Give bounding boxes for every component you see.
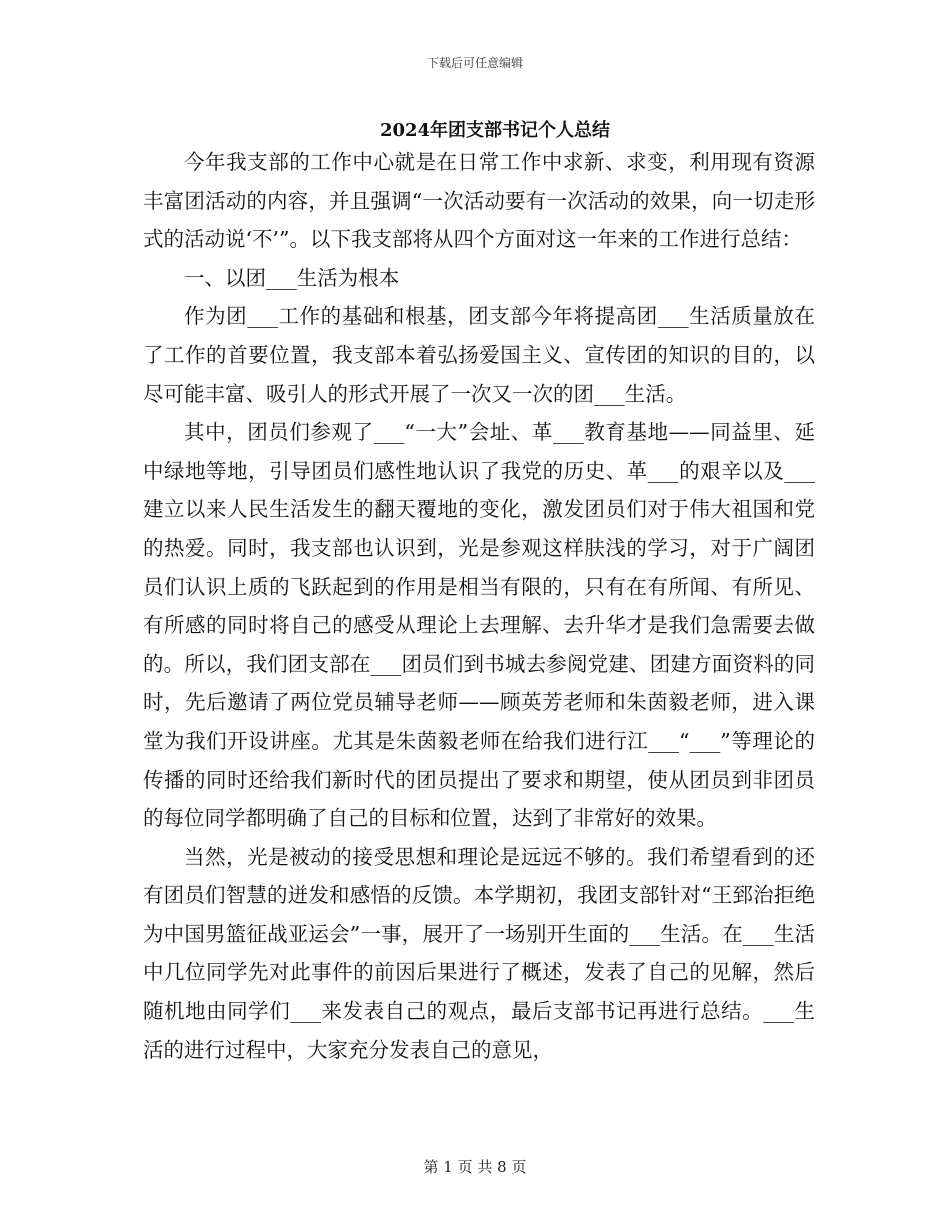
- header-note: 下载后可任意编辑: [426, 56, 523, 70]
- paragraph-intro: 今年我支部的工作中心就是在日常工作中求新、求变，利用现有资源丰富团活动的内容，并且强调“一次活动要有一次活动的效果，向一切走形式的活动说‘不’”。以下我支部将从四个方面对这一年来的工作进行总结：: [143, 150, 815, 252]
- document-title: 2024年团支部书记个人总结: [379, 120, 611, 141]
- document-body: [143, 143, 815, 1069]
- page-footer: 第 1 页 共 8 页: [423, 1158, 527, 1176]
- paragraph-4: 当然，光是被动的接受思想和理论是远远不够的。我们希望看到的还有团员们智慧的迸发和感悟的反馈。本学期初，我团支部针对“王郅治拒绝为中国男篮征战亚运会”一事，展开了一场别开生面的___生活。在___生活中几位同学先对此事件的前因后果进行了概述，发表了自己的见解，然后随机地由同学们___来发表自己的观点，最后支部书记再进行总结。___生活的进行过程中，大家充分发表自己的意见，: [143, 844, 815, 1062]
- paragraph-3: 其中，团员们参观了___“一大”会址、革___教育基地——同益里、延中绿地等地，引导团员们感性地认识了我党的历史、革___的艰辛以及___建立以来人民生活发生的翻天覆地的变化，激发团员们对于伟大祖国和党的热爱。同时，我支部也认识到，光是参观这样肤浅的学习，对于广阔团员们认识上质的飞跃起到的作用是相当有限的，只有在有所闻、有所见、有所感的同时将自己的感受从理论上去理解、去升华才是我们急需要去做的。所以，我们团支部在___团员们到书城去参阅党建、团建方面资料的同时，先后邀请了两位党员辅导老师——顾英芳老师和朱茵毅老师，进入课堂为我们开设讲座。尤其是朱茵毅老师在给我们进行江___“___”等理论的传播的同时还给我们新时代的团员提出了要求和期望，使从团员到非团员的每位同学都明确了自己的目标和位置，达到了非常好的效果。: [143, 420, 815, 831]
- section-heading-1: 一、以团___生活为根本: [184, 265, 400, 290]
- paragraph-2: 作为团___工作的基础和根基，团支部今年将提高团___生活质量放在了工作的首要位置，我支部本着弘扬爱国主义、宣传团的知识的目的，以尽可能丰富、吸引人的形式开展了一次又一次的团___生活。: [143, 304, 815, 406]
